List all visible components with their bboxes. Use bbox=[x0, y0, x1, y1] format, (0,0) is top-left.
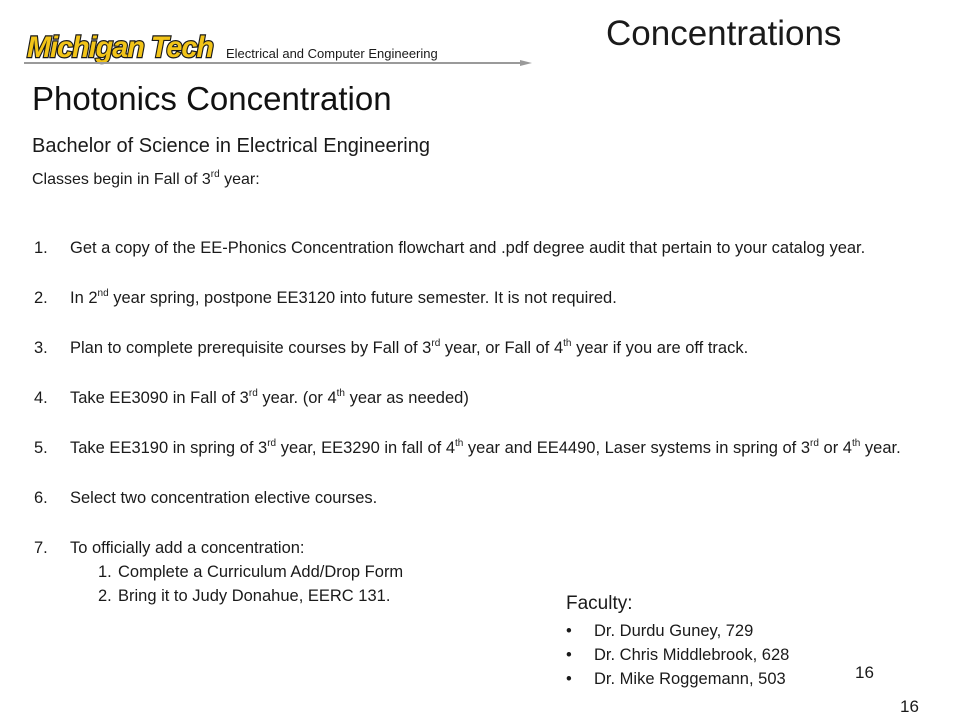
page-number: 16 bbox=[855, 663, 874, 682]
step-number: 1. bbox=[34, 239, 48, 257]
step-number: 4. bbox=[34, 389, 48, 407]
step-item: 7. To officially add a concentration: 1. Complete a Curriculum Add/Drop Form 2. Bring it to Judy Donahue, EERC 131. bbox=[32, 536, 912, 608]
step-number: 3. bbox=[34, 339, 48, 357]
step-item: 1. Get a copy of the EE-Phonics Concentration flowchart and .pdf degree audit that pertain to your catalog year. bbox=[32, 236, 912, 260]
step-number: 2. bbox=[34, 289, 48, 307]
section-title: Concentrations bbox=[606, 14, 842, 53]
page-subtitle: Bachelor of Science in Electrical Engineering bbox=[32, 135, 430, 157]
step-item: 4. Take EE3090 in Fall of 3rd year. (or 4th year as needed) bbox=[32, 386, 912, 410]
bullet-icon: • bbox=[566, 670, 572, 688]
faculty-heading: Faculty: bbox=[566, 593, 633, 614]
faculty-box bbox=[566, 593, 886, 691]
bullet-icon: • bbox=[566, 646, 572, 664]
step-item: 6. Select two concentration elective courses. bbox=[32, 486, 912, 510]
department-name: Electrical and Computer Engineering bbox=[226, 46, 438, 61]
steps-list bbox=[32, 236, 912, 608]
step-item: 5. Take EE3190 in spring of 3rd year, EE3290 in fall of 4th year and EE4490, Laser systems in spring of 3rd or 4th year. bbox=[32, 436, 912, 460]
step-number: 6. bbox=[34, 489, 48, 507]
substep-number: 2. bbox=[98, 587, 112, 605]
substep-item: 1. Complete a Curriculum Add/Drop Form bbox=[70, 560, 912, 584]
step-item: 3. Plan to complete prerequisite courses by Fall of 3rd year, or Fall of 4th year if you are off track. bbox=[32, 336, 912, 360]
page-title: Photonics Concentration bbox=[32, 80, 392, 117]
faculty-member: • Dr. Chris Middlebrook, 628 bbox=[566, 643, 886, 667]
substep-number: 1. bbox=[98, 563, 112, 581]
step-number: 7. bbox=[34, 539, 48, 557]
substep-item: 2. Bring it to Judy Donahue, EERC 131. bbox=[70, 584, 912, 608]
faculty-member: • Dr. Durdu Guney, 729 bbox=[566, 619, 886, 643]
slide-number: 16 bbox=[900, 697, 919, 716]
bullet-icon: • bbox=[566, 622, 572, 640]
svg-text:Michigan Tech: Michigan Tech bbox=[27, 31, 214, 64]
faculty-member: • Dr. Mike Roggemann, 503 bbox=[566, 667, 886, 691]
step-item: 2. In 2nd year spring, postpone EE3120 into future semester. It is not required. bbox=[32, 286, 912, 310]
step-number: 5. bbox=[34, 439, 48, 457]
intro-text: Classes begin in Fall of 3rd year: bbox=[32, 168, 260, 188]
header-rule bbox=[24, 60, 532, 68]
